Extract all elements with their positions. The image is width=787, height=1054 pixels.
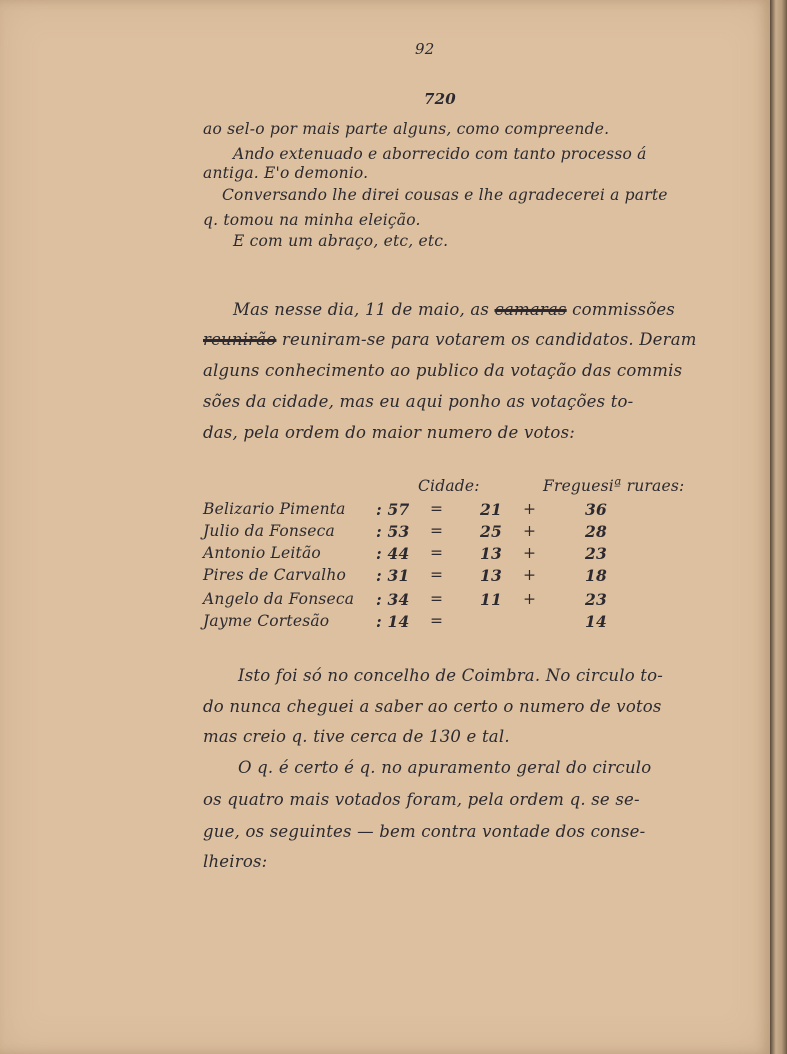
rural-votes: 36 (585, 500, 607, 519)
total-votes: : 14 (376, 612, 410, 631)
equals-sign: = (430, 612, 444, 630)
paragraph-line: gue, os seguintes — bem contra vontade dos conse- (203, 822, 646, 841)
paragraph-line: mas creio q. tive cerca de 130 e tal. (203, 727, 510, 746)
city-votes: 11 (480, 590, 502, 609)
plus-sign: + (523, 544, 537, 562)
equals-sign: = (430, 522, 444, 540)
struck-word: camaras (494, 300, 567, 319)
rural-votes: 23 (585, 544, 607, 563)
rural-votes: 28 (585, 522, 607, 541)
paragraph-line: das, pela ordem do maior numero de votos: (203, 423, 575, 442)
candidate-name: Belizario Pimenta (203, 500, 346, 518)
paragraph-line: O q. é certo é q. no apuramento geral do circulo (238, 758, 652, 777)
letter-line: Ando extenuado e aborrecido com tanto processo á (233, 145, 647, 163)
paragraph-text: reuniram-se para votarem os candidatos. Deram (281, 330, 697, 349)
city-votes: 21 (480, 500, 502, 519)
equals-sign: = (430, 500, 444, 518)
page-number-secondary: 720 (424, 90, 456, 108)
letter-line: q. tomou na minha eleição. (203, 211, 421, 229)
page-number-top: 92 (415, 40, 435, 58)
city-votes: 13 (480, 544, 502, 563)
paragraph-line: sões da cidade, mas eu aqui ponho as votações to- (203, 392, 634, 411)
paragraph-line (203, 330, 697, 349)
candidate-name: Jayme Cortesão (203, 612, 330, 630)
city-votes: 25 (480, 522, 502, 541)
letter-line: ao sel-o por mais parte alguns, como compreende. (203, 120, 610, 138)
letter-line: E com um abraço, etc, etc. (233, 232, 449, 250)
letter-line: antiga. E'o demonio. (203, 164, 369, 182)
total-votes: : 53 (376, 522, 410, 541)
paragraph-text: Mas nesse dia, 11 de maio, as (233, 300, 490, 319)
equals-sign: = (430, 590, 444, 608)
paragraph-line: Isto foi só no concelho de Coimbra. No circulo to- (238, 666, 664, 685)
rural-votes: 23 (585, 590, 607, 609)
candidate-name: Pires de Carvalho (203, 566, 347, 584)
paragraph-line: do nunca cheguei a saber ao certo o numero de votos (203, 697, 662, 716)
candidate-name: Angelo da Fonseca (203, 590, 355, 608)
plus-sign: + (523, 590, 537, 608)
rural-votes: 18 (585, 566, 607, 585)
table-header-freguesias: Freguesiª ruraes: (543, 477, 685, 495)
rural-votes: 14 (585, 612, 607, 631)
total-votes: : 34 (376, 590, 410, 609)
total-votes: : 31 (376, 566, 410, 585)
table-header-cidade: Cidade: (418, 477, 480, 495)
total-votes: : 57 (376, 500, 410, 519)
candidate-name: Julio da Fonseca (203, 522, 335, 540)
candidate-name: Antonio Leitão (203, 544, 321, 562)
total-votes: : 44 (376, 544, 410, 563)
binding-edge (770, 0, 787, 1054)
paragraph-line: lheiros: (203, 852, 268, 871)
plus-sign: + (523, 522, 537, 540)
city-votes: 13 (480, 566, 502, 585)
plus-sign: + (523, 566, 537, 584)
paragraph-line: os quatro mais votados foram, pela ordem q. se se- (203, 790, 640, 809)
equals-sign: = (430, 544, 444, 562)
struck-word: reunirão (203, 330, 277, 349)
paragraph-line: alguns conhecimento ao publico da votação das commis (203, 361, 683, 380)
paragraph-line (233, 300, 675, 319)
plus-sign: + (523, 500, 537, 518)
equals-sign: = (430, 566, 444, 584)
paragraph-text: commissões (572, 300, 675, 319)
letter-line: Conversando lhe direi cousas e lhe agradecerei a parte (222, 186, 668, 204)
